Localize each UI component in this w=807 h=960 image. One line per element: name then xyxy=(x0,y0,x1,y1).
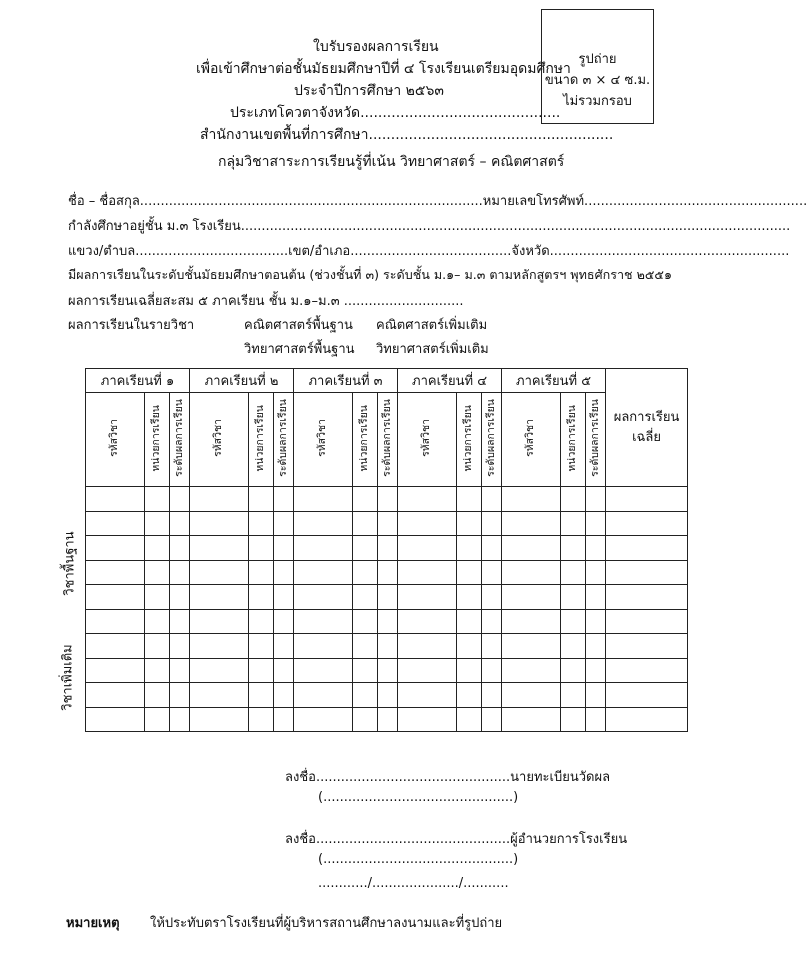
sci-extra-label: วิทยาศาสตร์เพิ่มเติม xyxy=(376,342,489,357)
average-header xyxy=(606,369,688,487)
result-level-text: มีผลการเรียนในระดับชั้นมัธยมศึกษาตอนต้น (ช่วงชั้นที่ ๓) ระดับชั้น ม.๑– ม.๓ ตามหลักสูตรฯ พุทธศักราช ๒๕๕๑ xyxy=(68,267,672,282)
note-text: ให้ประทับตราโรงเรียนที่ผู้บริหารสถานศึกษาลงนามและที่รูปถ่าย xyxy=(150,916,503,931)
form-title: ใบรับรองผลการเรียน xyxy=(313,39,439,55)
table-row[interactable] xyxy=(86,511,688,536)
semester-header-4: ภาคเรียนที่ ๔ xyxy=(398,369,502,393)
col-credit: หน่วยการเรียน xyxy=(561,393,586,487)
col-subject-code: รหัสวิชา xyxy=(86,393,145,487)
average-label-1: ผลการเรียน xyxy=(613,410,680,425)
col-grade: ระดับผลการเรียน xyxy=(378,393,398,487)
semester-header-2: ภาคเรียนที่ ๒ xyxy=(190,369,294,393)
col-credit: หน่วยการเรียน xyxy=(353,393,378,487)
subjects-label: ผลการเรียนในรายวิชา xyxy=(68,318,195,333)
semester-header-3: ภาคเรียนที่ ๓ xyxy=(294,369,398,393)
date-line[interactable]: ............/...................../........... xyxy=(318,876,509,891)
math-extra-label: คณิตศาสตร์เพิ่มเติม xyxy=(376,318,488,333)
photo-box xyxy=(541,9,654,124)
col-subject-code: รหัสวิชา xyxy=(294,393,353,487)
sci-basic-label: วิทยาศาสตร์พื้นฐาน xyxy=(244,342,355,357)
semester-header-5: ภาคเรียนที่ ๕ xyxy=(502,369,606,393)
name-phone-field[interactable]: ชื่อ – ชื่อสกุล...................................................................................หมายเลขโทรศัพท์...................................................... xyxy=(68,194,807,209)
quota-field[interactable]: ประเภทโควตาจังหวัด............................................. xyxy=(230,105,561,121)
table-row[interactable] xyxy=(86,634,688,659)
row-group-extra: วิชาเพิ่มเติม xyxy=(60,644,76,711)
note-label: หมายเหตุ xyxy=(66,916,120,931)
table-row[interactable] xyxy=(86,707,688,732)
col-credit: หน่วยการเรียน xyxy=(145,393,170,487)
director-signature-line[interactable]: ลงชื่อ...............................................ผู้อำนวยการโรงเรียน xyxy=(285,832,628,847)
col-grade: ระดับผลการเรียน xyxy=(274,393,294,487)
form-subtitle: เพื่อเข้าศึกษาต่อชั้นมัธยมศึกษาปีที่ ๔ โรงเรียนเตรียมอุดมศึกษา xyxy=(196,61,571,77)
photo-size: ขนาด ๓ × ๔ ซ.ม. xyxy=(544,73,651,88)
col-subject-code: รหัสวิชา xyxy=(398,393,457,487)
col-grade: ระดับผลการเรียน xyxy=(170,393,190,487)
col-credit: หน่วยการเรียน xyxy=(249,393,274,487)
col-subject-code: รหัสวิชา xyxy=(502,393,561,487)
address-field[interactable]: แขวง/ตำบล.....................................เขต/อำเภอ.......................................จังหวัด.......................................................... xyxy=(68,244,790,259)
row-group-basic: วิชาพื้นฐาน xyxy=(62,531,78,596)
table-row[interactable] xyxy=(86,536,688,561)
table-row[interactable] xyxy=(86,683,688,708)
director-name-line[interactable]: (..............................................) xyxy=(318,852,519,867)
photo-label: รูปถ่าย xyxy=(578,52,617,67)
registrar-signature-line[interactable]: ลงชื่อ...............................................นายทะเบียนวัดผล xyxy=(285,770,611,785)
table-row[interactable] xyxy=(86,560,688,585)
table-row[interactable] xyxy=(86,658,688,683)
academic-year: ประจำปีการศึกษา ๒๕๖๓ xyxy=(294,83,444,99)
table-row[interactable] xyxy=(86,487,688,512)
col-subject-code: รหัสวิชา xyxy=(190,393,249,487)
gpa-field[interactable]: ผลการเรียนเฉลี่ยสะสม ๕ ภาคเรียน ชั้น ม.๑–ม.๓ ............................. xyxy=(68,294,464,309)
math-basic-label: คณิตศาสตร์พื้นฐาน xyxy=(244,318,353,333)
photo-note: ไม่รวมกรอบ xyxy=(563,94,632,109)
col-grade: ระดับผลการเรียน xyxy=(482,393,502,487)
registrar-name-line[interactable]: (..............................................) xyxy=(318,790,519,805)
area-office-field[interactable]: สำนักงานเขตพื้นที่การศึกษา....................................................... xyxy=(200,127,614,143)
grades-table xyxy=(85,368,688,732)
col-grade: ระดับผลการเรียน xyxy=(586,393,606,487)
table-row[interactable] xyxy=(86,609,688,634)
learning-group: กลุ่มวิชาสาระการเรียนรู้ที่เน้น วิทยาศาสตร์ – คณิตศาสตร์ xyxy=(218,154,565,170)
semester-header-1: ภาคเรียนที่ ๑ xyxy=(86,369,190,393)
school-field[interactable]: กำลังศึกษาอยู่ชั้น ม.๓ โรงเรียน..................................................................................................................................... xyxy=(68,219,791,234)
table-row[interactable] xyxy=(86,585,688,610)
average-label-2: เฉลี่ย xyxy=(632,429,661,445)
col-credit: หน่วยการเรียน xyxy=(457,393,482,487)
